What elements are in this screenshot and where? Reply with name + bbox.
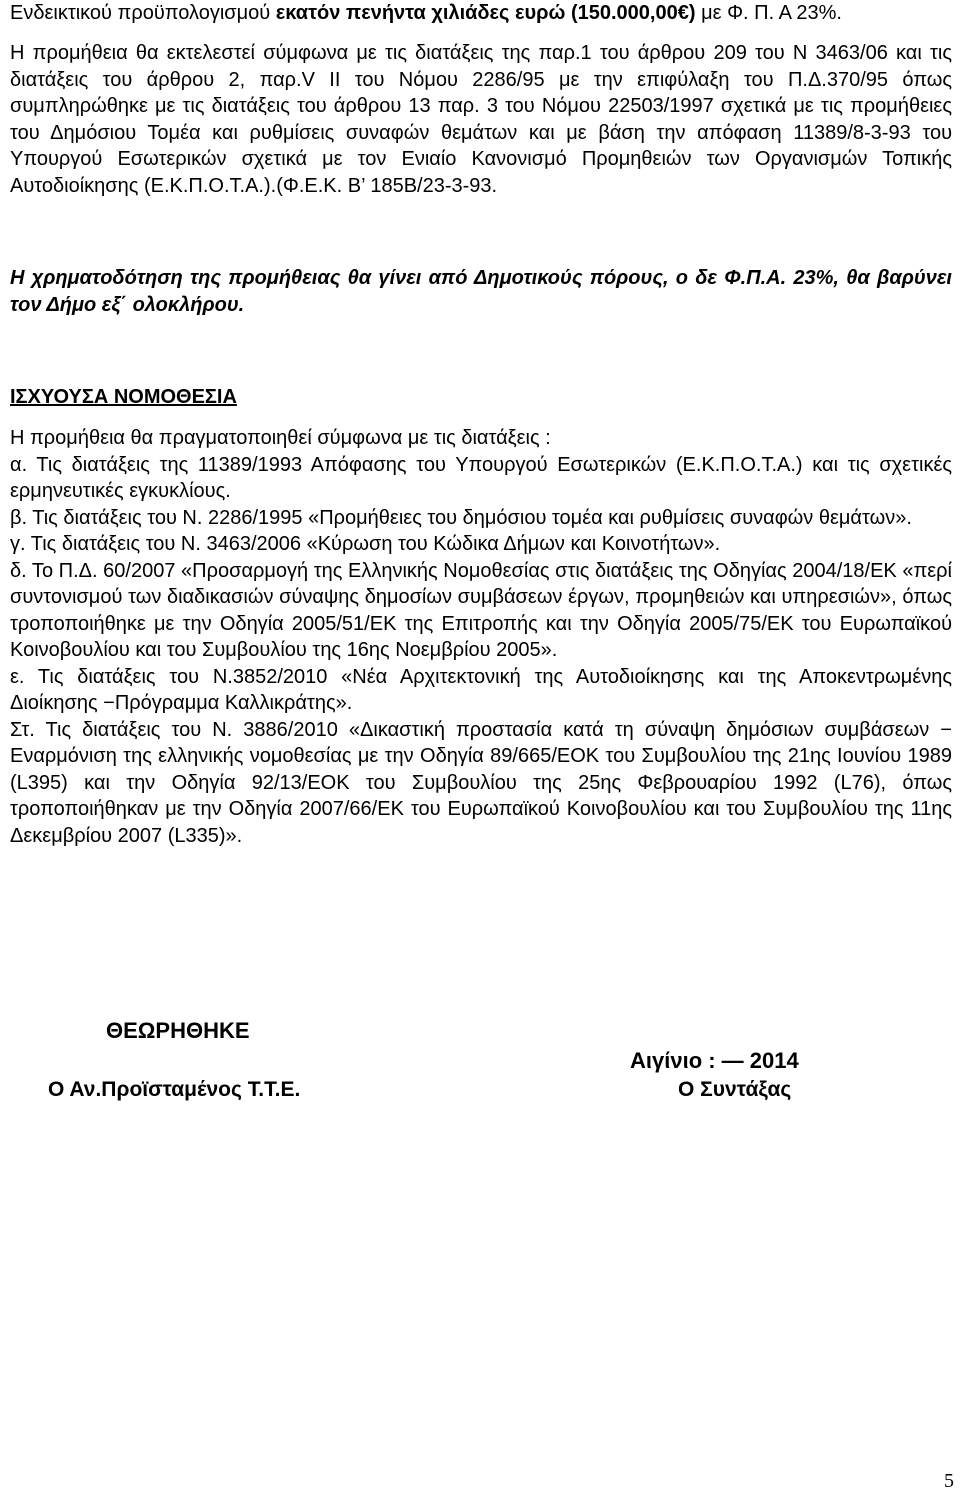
budget-amount: εκατόν πενήντα χιλιάδες ευρώ (150.000,00€) — [275, 2, 696, 24]
deputy-head-signature: Ο Αν.Προϊσταμένος Τ.Τ.Ε. — [48, 1078, 301, 1101]
legislation-item-a: α. Τις διατάξεις της 11389/1993 Απόφασης του Υπουργού Εσωτερικών (Ε.Κ.Π.Ο.Τ.Α.) και τις σχετικές ερμηνευτικές εγκυκλίους. — [10, 453, 952, 502]
legislation-list — [10, 425, 952, 849]
legislation-intro: Η προμήθεια θα πραγματοποιηθεί σύμφωνα με τις διατάξεις : — [10, 427, 551, 449]
legislation-item-f: Στ. Τις διατάξεις του Ν. 3886/2010 «Δικαστική προστασία κατά τη σύναψη δημόσιων συμβάσεων − Εναρμόνιση της ελληνικής νομοθεσίας με την Οδηγία 89/665/ΕΟΚ του Συμβουλίου της 21ης Ιουνίου 1989 (L395) και την Οδηγία 92/13/ΕΟΚ του Συμβουλίου της 25ης Φεβρουαρίου 1992 (L76), όπως τροποποιήθηκαν με την Οδηγία 2007/66/ΕΚ του Ευρωπαϊκού Κοινοβουλίου και του Συμβουλίου της 11ης Δεκεμβρίου 2007 (L335)». — [10, 718, 952, 847]
place-date: Αιγίνιο : — 2014 — [630, 1048, 799, 1073]
page-number: 5 — [944, 1470, 954, 1492]
budget-paragraph — [10, 0, 842, 27]
budget-suffix: με Φ. Π. Α 23%. — [695, 2, 842, 24]
approved-label: ΘΕΩΡΗΘΗΚΕ — [106, 1018, 250, 1043]
legislation-item-d: δ. Το Π.Δ. 60/2007 «Προσαρμογή της Ελληνικής Νομοθεσίας στις διατάξεις της Οδηγίας 2004/18/ΕΚ «περί συντονισμού των διαδικασιών σύναψης δημοσίων συμβάσεων έργων, προμηθειών και υπηρεσιών», όπως τροποποιήθηκε με την Οδηγία 2005/51/ΕΚ της Επιτροπής και την Οδηγία 2005/75/ΕΚ του Ευρωπαϊκού Κοινοβουλίου και του Συμβουλίου της 16ης Νοεμβρίου 2005». — [10, 559, 952, 661]
budget-prefix: Ενδεικτικού προϋπολογισμού — [10, 2, 276, 24]
legislation-heading: ΙΣΧΥΟΥΣΑ ΝΟΜΟΘΕΣΙΑ — [10, 386, 237, 408]
legislation-item-b: β. Τις διατάξεις του Ν. 2286/1995 «Προμήθειες του δημόσιου τομέα και ρυθμίσεις συναφών θεμάτων». — [10, 506, 912, 529]
legislation-item-e: ε. Τις διατάξεις του Ν.3852/2010 «Νέα Αρχιτεκτονική της Αυτοδιοίκησης και της Αποκεντρωμένης Διοίκησης −Πρόγραμμα Καλλικράτης». — [10, 665, 952, 714]
author-signature: Ο Συντάξας — [678, 1078, 792, 1101]
execution-paragraph: Η προμήθεια θα εκτελεστεί σύμφωνα με τις διατάξεις της παρ.1 του άρθρου 209 του Ν 3463/06 και τις διατάξεις του άρθρου 2, παρ.V II του Νόμου 2286/95 με την επιφύλαξη του Π.Δ.370/95 όπως συμπληρώθηκε με τις διατάξεις του άρθρου 13 παρ. 3 του Νόμου 22503/1997 σχετικά με τις προμήθειες του Δημόσιου Τομέα και ρυθμίσεις συναφών θεμάτων και με βάση την απόφαση 11389/8-3-93 του Υπουργού Εσωτερικών σχετικά με τον Ενιαίο Κανονισμό Προμηθειών των Οργανισμών Τοπικής Αυτοδιοίκησης (Ε.Κ.Π.Ο.Τ.Α.).(Φ.Ε.Κ. Β’ 185Β/23-3-93. — [10, 42, 952, 197]
legislation-item-c: γ. Τις διατάξεις του Ν. 3463/2006 «Κύρωση του Κώδικα Δήμων και Κοινοτήτων». — [10, 533, 721, 555]
funding-paragraph: Η χρηματοδότηση της προμήθειας θα γίνει από Δημοτικούς πόρους, ο δε Φ.Π.Α. 23%, θα βαρύνει τον Δήμο εξ΄ ολοκλήρου. — [10, 267, 952, 316]
